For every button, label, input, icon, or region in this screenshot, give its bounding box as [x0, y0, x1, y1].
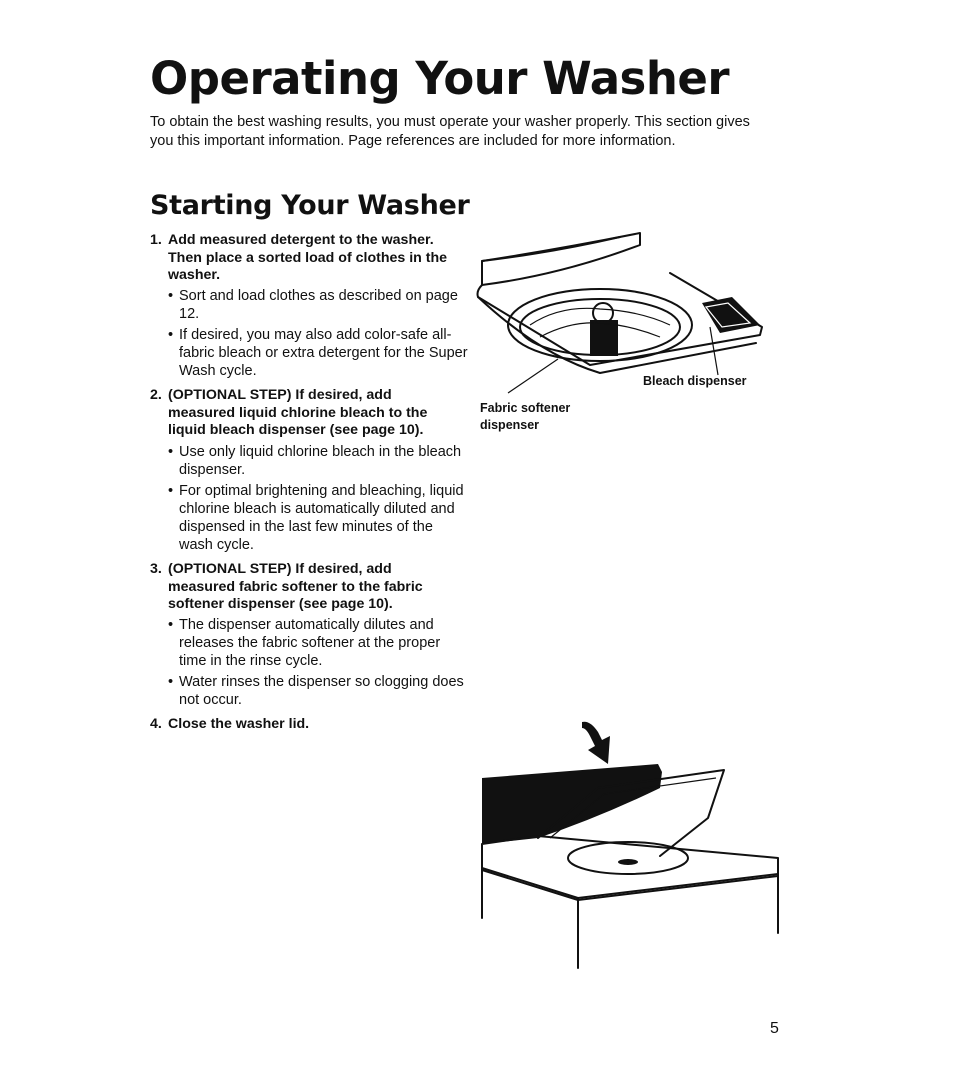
bullet-icon: •	[168, 327, 174, 343]
section-title: Starting Your Washer	[150, 190, 470, 221]
fabric-softener-label: Fabric softener dispenser	[480, 401, 571, 432]
step-heading: (OPTIONAL STEP) If desired, add measured fabric softener to the fabric softener dispenser (see page 10).	[168, 561, 423, 612]
step-2-bullets	[168, 443, 468, 557]
step-3-bullets	[168, 616, 468, 712]
page-title: Operating Your Washer	[150, 52, 730, 105]
list-item: • The dispenser automatically dilutes and releases the fabric softener at the proper time in the rinse cycle.	[168, 617, 441, 669]
list-item: • For optimal brightening and bleaching, liquid chlorine bleach is automatically diluted and dispensed in the last few minutes of the wash cycle.	[168, 483, 464, 553]
bullet-icon: •	[168, 288, 174, 304]
step-number: 2.	[150, 387, 162, 403]
step-heading: (OPTIONAL STEP) If desired, add measured liquid chlorine bleach to the liquid bleach dispenser (see page 10).	[168, 387, 428, 438]
page-number: 5	[770, 1020, 779, 1037]
washer-tub-illustration	[470, 225, 770, 395]
step-3	[150, 561, 460, 614]
list-item: • Use only liquid chlorine bleach in the bleach dispenser.	[168, 444, 462, 478]
washer-lid-closing-illustration	[478, 758, 788, 974]
list-item: • Water rinses the dispenser so clogging does not occur.	[168, 674, 464, 708]
bullet-icon: •	[168, 483, 174, 499]
step-number: 4.	[150, 716, 162, 732]
intro-paragraph: To obtain the best washing results, you must operate your washer properly. This section gives you this important information. Page references are included for more information.	[150, 114, 750, 149]
step-heading: Add measured detergent to the washer. Then place a sorted load of clothes in the washer.	[168, 232, 448, 283]
list-item: • If desired, you may also add color-safe all-fabric bleach or extra detergent for the Super Wash cycle.	[168, 327, 468, 379]
step-1-bullets	[168, 287, 468, 383]
bleach-dispenser-label: Bleach dispenser	[643, 374, 747, 388]
step-number: 1.	[150, 232, 162, 248]
bullet-icon: •	[168, 444, 174, 460]
list-item: • Sort and load clothes as described on page 12.	[168, 288, 458, 322]
step-heading: Close the washer lid.	[168, 716, 310, 732]
step-1	[150, 232, 460, 285]
step-4	[150, 716, 460, 734]
bullet-icon: •	[168, 674, 174, 690]
bullet-icon: •	[168, 617, 174, 633]
step-number: 3.	[150, 561, 162, 577]
step-2	[150, 387, 460, 440]
